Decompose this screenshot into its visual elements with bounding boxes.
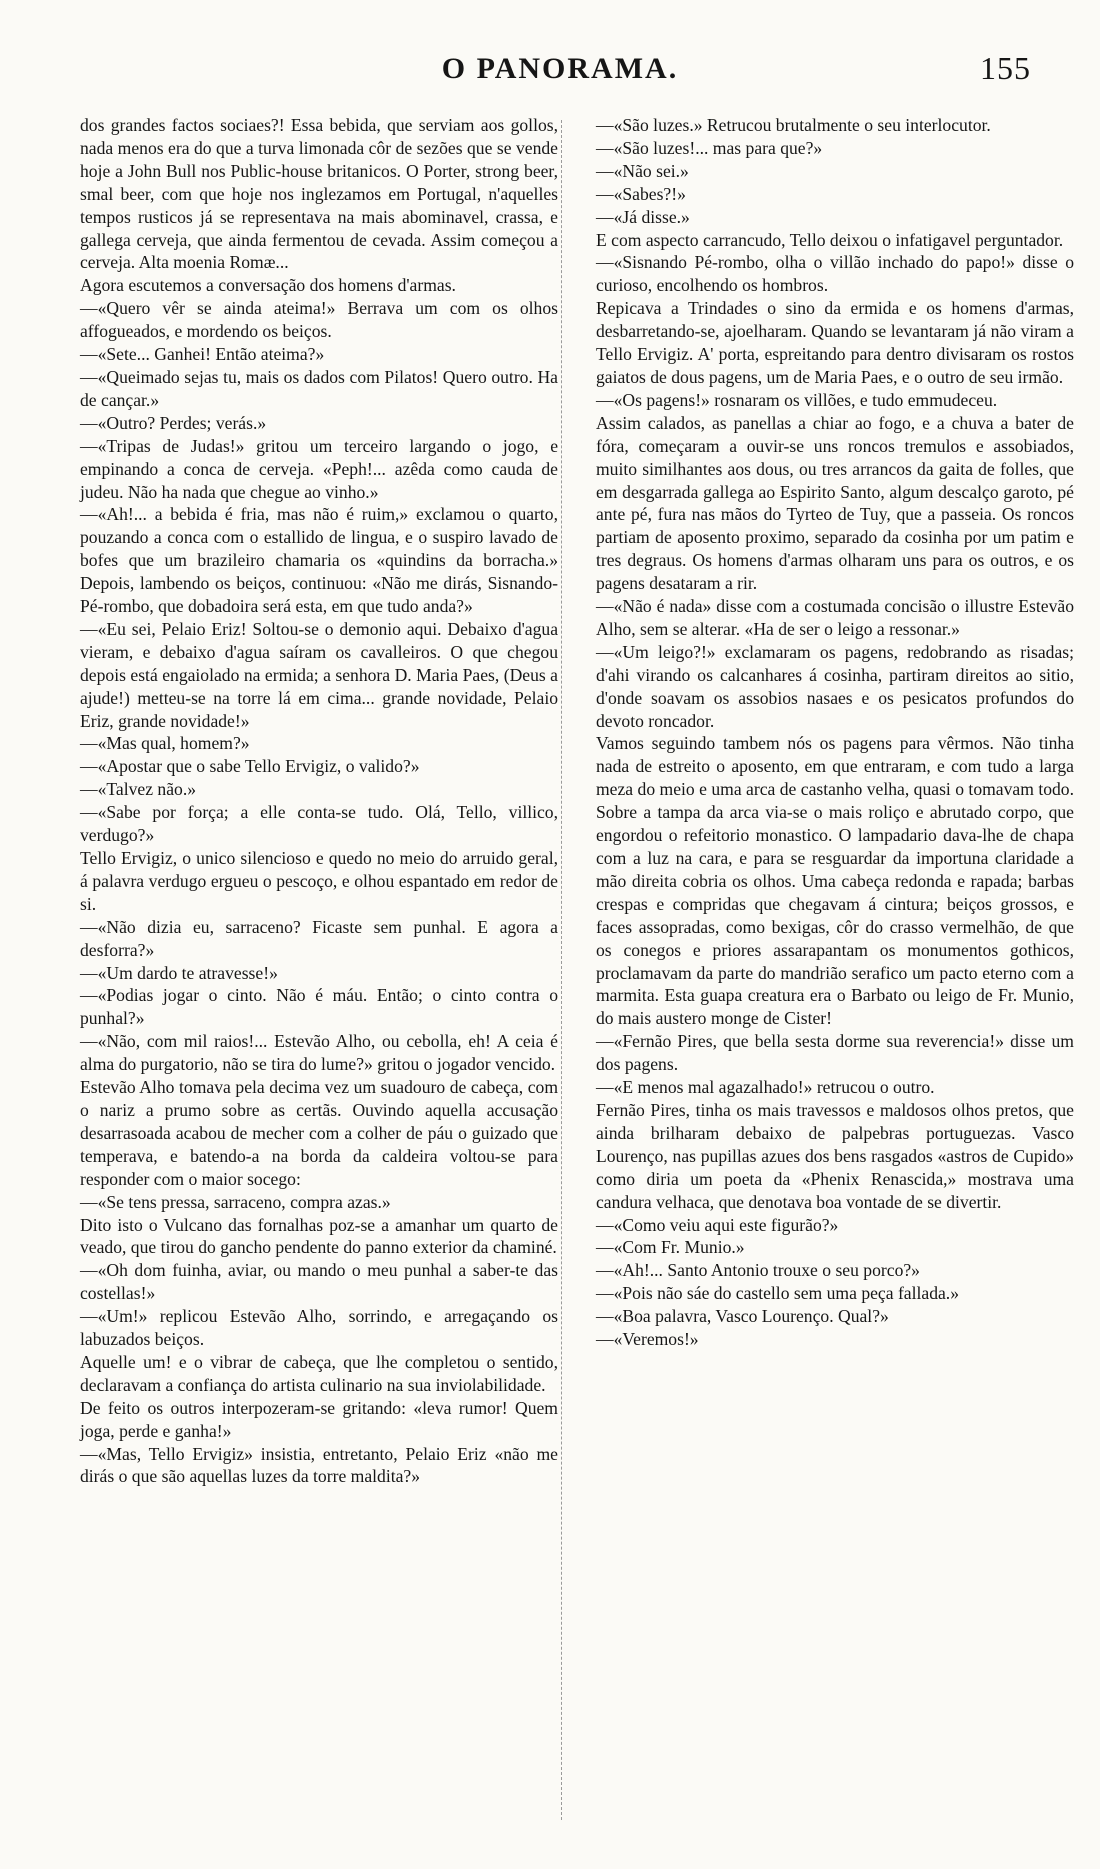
paragraph: —«Ah!... a bebida é fria, mas não é ruim,» exclamou o quarto, pouzando a conca com o estallido de lingua, e o suspiro lavado de bofes que um brazileiro chamaria os «quindins da borracha.» Depois, lambendo os beiços, continuou: «Não me dirás, Sisnando-Pé-rombo, que dobadoira será esta, em que tudo anda?» [80, 504, 558, 617]
paragraph: Aquelle um! e o vibrar de cabeça, que lhe completou o sentido, declaravam a confiança do artista culinario na sua inviolabilidade. [80, 1351, 558, 1395]
paragraph: —«Sete... Ganhei! Então ateima?» [80, 344, 325, 365]
paragraph: —«Já disse.» [596, 206, 690, 227]
running-title: O PANORAMA. [441, 52, 679, 85]
paragraph: —«Não sei.» [596, 160, 689, 181]
paragraph: —«Não é nada» disse com a costumada concisão o illustre Estevão Alho, sem se alterar. «Ha de ser o leigo a ressonar.» [596, 596, 1074, 639]
paragraph: —«Não, com mil raios!... Estevão Alho, ou cebolla, eh! A ceia é alma do purgatorio, não se tira do lume?» gritou o jogador vencido. [80, 1031, 558, 1075]
paragraph: —«Os pagens!» rosnaram os villões, e tudo emmudeceu. [596, 389, 998, 410]
paragraph: Tello Ervigiz, o unico silencioso e quedo no meio do arruido geral, á palavra verdugo ergueu o pescoço, e olhou espantado em redor de si. [80, 848, 558, 914]
paragraph: —«São luzes.» Retrucou brutalmente o seu interlocutor. [596, 115, 991, 135]
paragraph: —«Um dardo te atravesse!» [80, 962, 278, 983]
paragraph: —«Eu sei, Pelaio Eriz! Soltou-se o demonio aqui. Debaixo d'agua vieram, e debaixo d'agua saíram os cavalleiros. O que chegou depois está engaiolado na ermida; a senhora D. Maria Paes, (Deus a ajude!) metteu-se na torre lá em cima... grande novidade, Pelaio Eriz, grande novidade!» [80, 618, 558, 731]
paragraph: —«Com Fr. Munio.» [596, 1237, 745, 1258]
paragraph: —«Sisnando Pé-rombo, olha o villão inchado do papo!» disse o curioso, encolhendo os hombros. [596, 252, 1074, 296]
paragraph: Repicava a Trindades o sino da ermida e os homens d'armas, desbarretando-se, ajoelharam. Quando se levantaram já não viram a Tello Ervigiz. A' porta, espreitando para dentro divisaram os rostos gaiatos de dous pagens, um de Maria Paes, e o outro de seu irmão. [596, 298, 1074, 387]
paragraph: —«Não dizia eu, sarraceno? Ficaste sem punhal. E agora a desforra?» [80, 916, 558, 960]
paragraph: —«Como veiu aqui este figurão?» [596, 1214, 839, 1235]
paragraph: —«São luzes!... mas para que?» [596, 137, 823, 158]
paragraph: —«Pois não sáe do castello sem uma peça fallada.» [596, 1283, 959, 1304]
column-divider [561, 120, 563, 1820]
paragraph: Estevão Alho tomava pela decima vez um suadouro de cabeça, com o nariz a prumo sobre as certãs. Ouvindo aquella accusação desarrasoada acabou de mecher com a colher de páu o guizado que temperava, e batendo-a na borda da caldeira voltou-se para responder com o maior socego: [80, 1077, 558, 1189]
paragraph: —«Oh dom fuinha, aviar, ou mando o meu punhal a saber-te das costellas!» [80, 1260, 558, 1304]
paragraph: —«Um!» replicou Estevão Alho, sorrindo, e arregaçando os labuzados beiços. [80, 1306, 558, 1350]
paragraph: —«Apostar que o sabe Tello Ervigiz, o valido?» [80, 756, 420, 777]
paragraph: —«Sabes?!» [596, 183, 686, 204]
paragraph: Fernão Pires, tinha os mais travessos e maldosos olhos pretos, que ainda brilharam debaixo de palpebras portuguezas. Vasco Lourenço, nas pupillas azues dos bens rasgados «astros de Cupido» como diria um poeta da «Phenix Renascida,» mostrava uma candura velhaca, que denotava boa vontade de se divertir. [596, 1099, 1074, 1212]
paragraph: E com aspecto carrancudo, Tello deixou o infatigavel perguntador. [596, 229, 1064, 250]
right-column [596, 114, 1074, 1351]
paragraph: —«Tripas de Judas!» gritou um terceiro largando o jogo, e empinando a conca de cerveja. «Peph!... azêda como cauda de judeu. Não ha nada que chegue ao vinho.» [80, 435, 558, 502]
paragraph: —«Boa palavra, Vasco Lourenço. Qual?» [596, 1306, 889, 1327]
paragraph: —«Sabe por força; a elle conta-se tudo. Olá, Tello, villico, verdugo?» [80, 802, 558, 846]
paragraph: Assim calados, as panellas a chiar ao fogo, e a chuva a bater de fóra, começaram a ouvir-se uns roncos tremulos e assobiados, muito similhantes aos dous, ou tres arrancos da gaita de folles, que em desgarrada gallega ao Espirito Santo, algum descalço garoto, pé ante pé, fura nas mãos do Tyrteo de Tuy, que a passeia. Os roncos partiam de aposento proximo, separado da cosinha por um patim e tres degraus. Os homens d'armas olharam uns para os outros, e os pagens desataram a rir. [596, 412, 1074, 594]
paragraph: —«Veremos!» [596, 1329, 699, 1350]
paragraph: —«Quero vêr se ainda ateima!» Berrava um com os olhos affogueados, e mordendo os beiços. [80, 298, 558, 342]
paragraph: —«E menos mal agazalhado!» retrucou o outro. [596, 1077, 935, 1098]
paragraph: —«Podias jogar o cinto. Não é máu. Então; o cinto contra o punhal?» [80, 985, 558, 1029]
left-column [80, 114, 558, 1488]
paragraph: —«Outro? Perdes; verás.» [80, 412, 267, 433]
page-number: 155 [980, 50, 1031, 86]
paragraph: —«Se tens pressa, sarraceno, compra azas.» [80, 1191, 391, 1212]
paragraph: dos grandes factos sociaes?! Essa bebida, que serviam aos gollos, nada menos era do que a turva limonada côr de sezões que se vende hoje a John Bull nos Public-house britanicos. O Porter, strong beer, smal beer, com que hoje nos inglezamos em Portugal, n'aquelles tempos rusticos já se representava na mais abominavel, crassa, e gallega cerveja, que ainda fermentou de cevada. Assim começou a cerveja. Alta moenia Romæ... [80, 115, 558, 273]
paragraph: —«Queimado sejas tu, mais os dados com Pilatos! Quero outro. Ha de cançar.» [80, 366, 558, 410]
paragraph: —«Ah!... Santo Antonio trouxe o seu porco?» [596, 1260, 920, 1281]
paragraph: —«Talvez não.» [80, 779, 197, 800]
paragraph: —«Fernão Pires, que bella sesta dorme sua reverencia!» disse um dos pagens. [596, 1031, 1074, 1075]
paragraph: De feito os outros interpozeram-se gritando: «leva rumor! Quem joga, perde e ganha!» [80, 1397, 558, 1441]
paragraph: —«Mas, Tello Ervigiz» insistia, entretanto, Pelaio Eriz «não me dirás o que são aquellas luzes da torre maldita?» [80, 1443, 558, 1487]
paragraph: Agora escutemos a conversação dos homens d'armas. [80, 275, 456, 296]
paragraph: Dito isto o Vulcano das fornalhas poz-se a amanhar um quarto de veado, que tirou do gancho pendente do panno exterior da chaminé. [80, 1214, 558, 1258]
paragraph: —«Mas qual, homem?» [80, 733, 250, 754]
paragraph: Vamos seguindo tambem nós os pagens para vêrmos. Não tinha nada de estreito o aposento, em que entraram, e com tudo a larga meza do meio e uma arca de castanho velha, quasi o tomavam todo. Sobre a tampa da arca via-se o mais roliço e abrutado corpo, que engordou o refeitorio monastico. O lampadario dava-lhe de chapa com a luz na cara, e para se resguardar da importuna claridade a mão direita cobria os olhos. Uma cabeça redonda e rapada; barbas crespas e compridas que chegavam á cintura; beiços grossos, e faces assopradas, como bexigas, côr do crasso vermelhão, de que os conegos e priores assarapantam os monumentos gothicos, proclamavam da parte do mandrião serafico um pacto eterno com a marmita. Esta guapa creatura era o Barbato ou leigo de Fr. Munio, do mais austero monge de Cister! [596, 733, 1074, 1029]
paragraph: —«Um leigo?!» exclamaram os pagens, redobrando as risadas; d'ahi virando os calcanhares á cosinha, partiram direitos ao sitio, d'onde soavam os assobios nasaes e os pesicatos profundos do devoto roncador. [596, 641, 1074, 731]
